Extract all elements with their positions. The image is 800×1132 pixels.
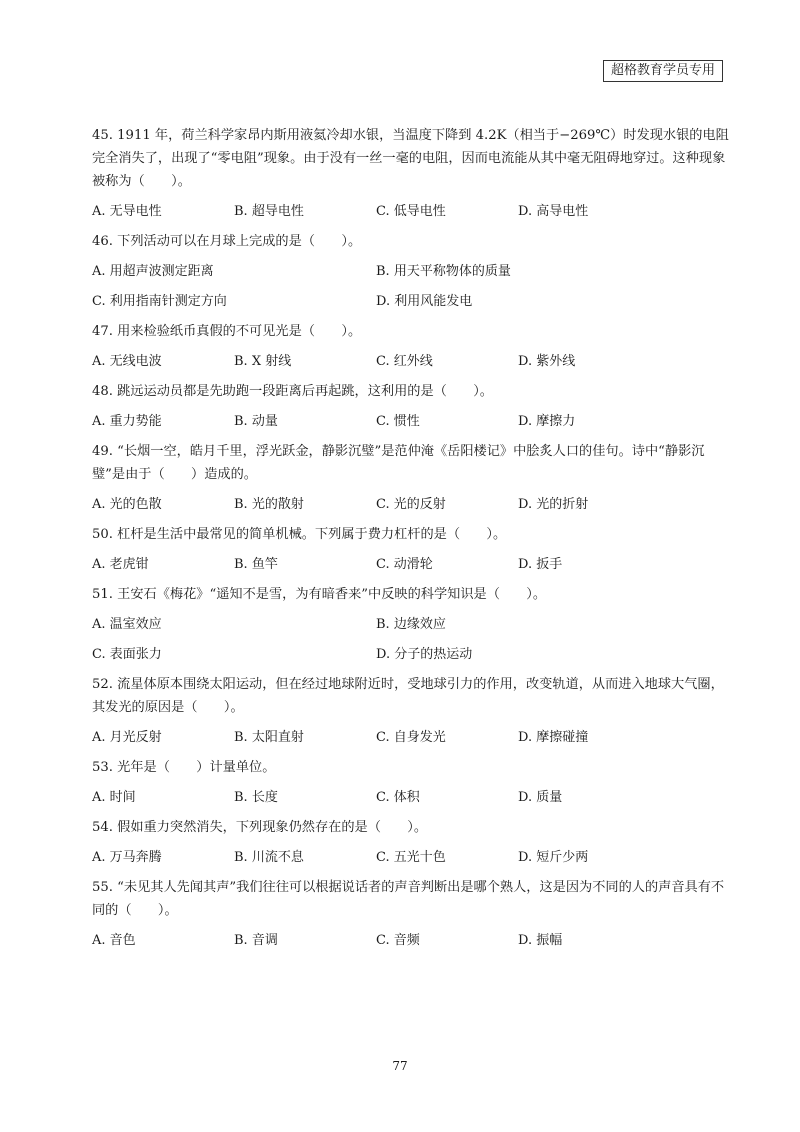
option-c: C. 低导电性 (376, 204, 446, 219)
option-a: A. 老虎钳 (92, 557, 149, 572)
option-b: B. 超导电性 (234, 204, 304, 219)
option-b: B. 音调 (234, 933, 278, 948)
option-d: D. 高导电性 (518, 204, 589, 219)
option-d: D. 摩擦力 (518, 414, 576, 429)
question-list (92, 124, 732, 959)
option-row (92, 786, 732, 809)
question-text: 52. 流星体原本围绕太阳运动，但在经过地球附近时，受地球引力的作用，改变轨道，从而进入地球大气圈，其发光的原因是（ ）。 (92, 677, 724, 715)
option-row (92, 410, 732, 433)
option-a: A. 音色 (92, 933, 136, 948)
question-45 (92, 124, 732, 223)
question-53 (92, 756, 732, 809)
option-b: B. 光的散射 (234, 497, 304, 512)
option-row (92, 846, 732, 869)
option-b: B. 太阳直射 (234, 730, 304, 745)
option-d: D. 扳手 (518, 557, 563, 572)
option-a: A. 重力势能 (92, 414, 162, 429)
option-a: A. 时间 (92, 790, 136, 805)
option-d: D. 紫外线 (518, 354, 576, 369)
question-text: 48. 跳远运动员都是先助跑一段距离后再起跳，这利用的是（ ）。 (92, 384, 493, 399)
option-row (92, 493, 732, 516)
option-row (92, 350, 732, 373)
question-text: 49. “长烟一空，皓月千里，浮光跃金，静影沉璧”是范仲淹《岳阳楼记》中脍炙人口的佳句。诗中“静影沉璧”是由于（ ）造成的。 (92, 444, 705, 482)
option-row (92, 200, 732, 223)
option-a: A. 月光反射 (92, 730, 162, 745)
option-c: C. 动滑轮 (376, 557, 433, 572)
option-c: C. 体积 (376, 790, 420, 805)
option-b: B. 川流不息 (234, 850, 304, 865)
option-row (92, 290, 732, 313)
option-c: C. 惯性 (376, 414, 420, 429)
option-row (92, 553, 732, 576)
option-row (92, 643, 732, 666)
question-text: 54. 假如重力突然消失，下列现象仍然存在的是（ ）。 (92, 820, 428, 835)
option-d: D. 利用风能发电 (376, 294, 473, 309)
option-c: C. 自身发光 (376, 730, 446, 745)
option-c: C. 音频 (376, 933, 420, 948)
option-a: A. 万马奔腾 (92, 850, 162, 865)
question-48 (92, 380, 732, 433)
question-52 (92, 673, 732, 749)
option-a: A. 温室效应 (92, 617, 162, 632)
option-c: C. 光的反射 (376, 497, 446, 512)
question-54 (92, 816, 732, 869)
question-text: 45. 1911 年，荷兰科学家昂内斯用液氦冷却水银，当温度下降到 4.2K（相当于−269℃）时发现水银的电阻完全消失了，出现了“零电阻”现象。由于没有一丝一毫的电阻，因而电流能从其中毫无阻碍地穿过。这种现象被称为（ ）。 (92, 128, 729, 189)
question-text: 53. 光年是（ ）计量单位。 (92, 760, 276, 775)
option-b: B. 长度 (234, 790, 278, 805)
option-b: B. 动量 (234, 414, 278, 429)
option-a: A. 用超声波测定距离 (92, 264, 214, 279)
question-55 (92, 876, 732, 952)
option-b: B. X 射线 (234, 354, 292, 369)
question-text: 51. 王安石《梅花》“遥知不是雪，为有暗香来”中反映的科学知识是（ ）。 (92, 587, 547, 602)
option-d: D. 摩擦碰撞 (518, 730, 589, 745)
option-d: D. 质量 (518, 790, 563, 805)
option-d: D. 振幅 (518, 933, 563, 948)
option-c: C. 五光十色 (376, 850, 446, 865)
option-c: C. 利用指南针测定方向 (92, 294, 227, 309)
question-text: 55. “未见其人先闻其声”我们往往可以根据说话者的声音判断出是哪个熟人，这是因为不同的人的声音具有不同的（ ）。 (92, 880, 725, 918)
option-row (92, 613, 732, 636)
option-row (92, 929, 732, 952)
question-49 (92, 440, 732, 516)
option-a: A. 光的色散 (92, 497, 162, 512)
header-stamp: 超格教育学员专用 (603, 60, 723, 82)
question-46 (92, 230, 732, 313)
option-row (92, 260, 732, 283)
page-number: 77 (392, 1059, 408, 1073)
question-text: 47. 用来检验纸币真假的不可见光是（ ）。 (92, 324, 362, 339)
question-47 (92, 320, 732, 373)
question-51 (92, 583, 732, 666)
option-c: C. 表面张力 (92, 647, 162, 662)
option-b: B. 边缘效应 (376, 617, 446, 632)
option-c: C. 红外线 (376, 354, 433, 369)
option-b: B. 用天平称物体的质量 (376, 264, 511, 279)
question-50 (92, 523, 732, 576)
option-d: D. 光的折射 (518, 497, 589, 512)
option-row (92, 726, 732, 749)
option-a: A. 无导电性 (92, 204, 162, 219)
option-d: D. 短斤少两 (518, 850, 589, 865)
option-a: A. 无线电波 (92, 354, 162, 369)
option-b: B. 鱼竿 (234, 557, 278, 572)
option-d: D. 分子的热运动 (376, 647, 473, 662)
question-text: 46. 下列活动可以在月球上完成的是（ ）。 (92, 234, 362, 249)
question-text: 50. 杠杆是生活中最常见的简单机械。下列属于费力杠杆的是（ ）。 (92, 527, 507, 542)
